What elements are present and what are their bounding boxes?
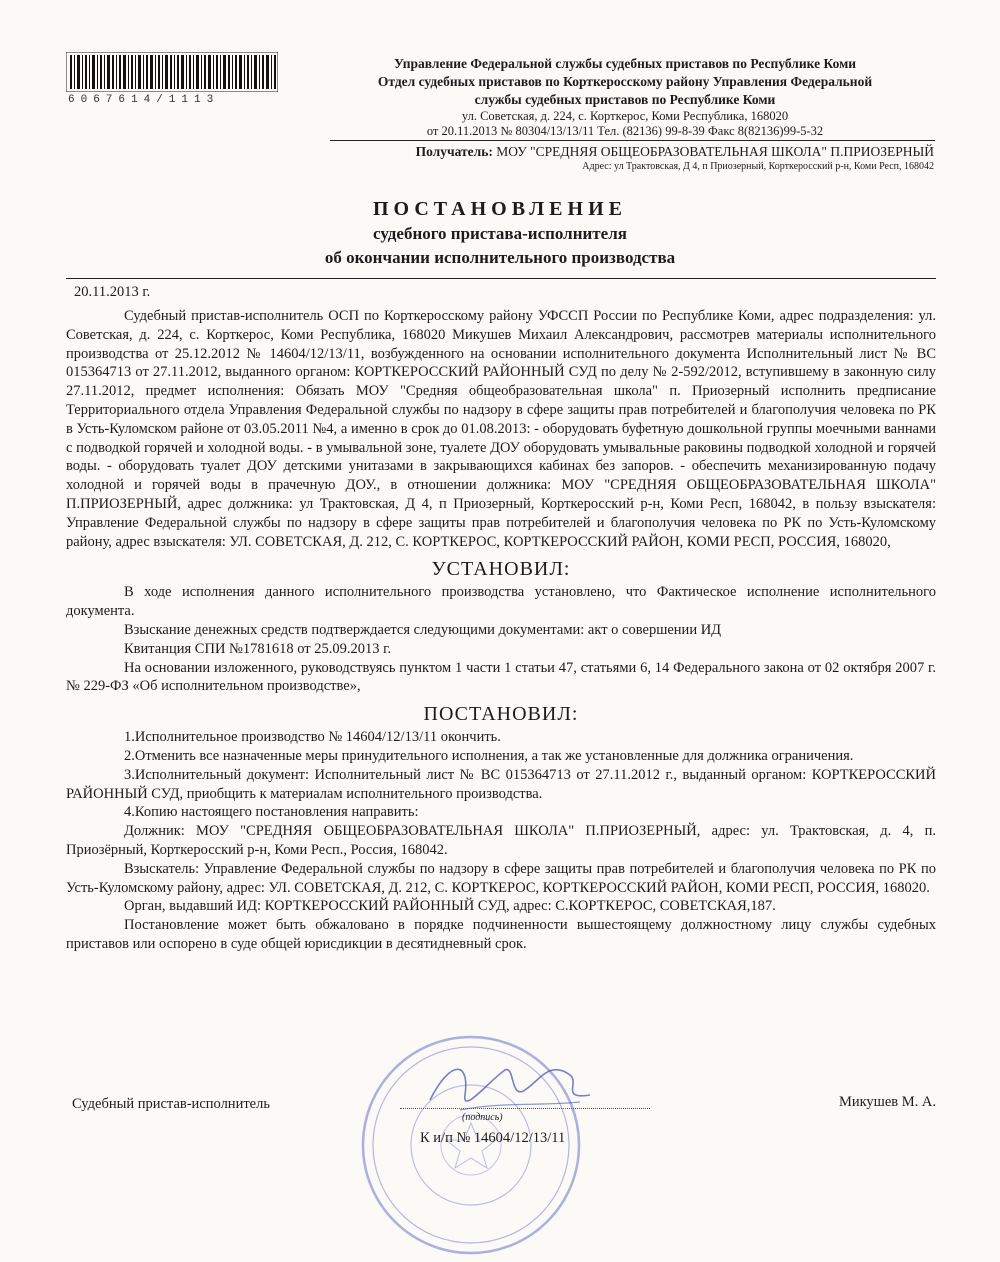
handwritten-signature bbox=[420, 1040, 600, 1130]
established-p4: На основании изложенного, руководствуясь пунктом 1 части 1 статьи 47, статьями 6, 14 Федерального закона от 02 октября 2007 г. № 229-ФЗ «Об исполнительном производстве», bbox=[66, 659, 936, 695]
resolved-item-1: 1.Исполнительное производство № 14604/12/13/11 окончить. bbox=[124, 729, 501, 746]
header-rule bbox=[330, 140, 935, 141]
resolved-issuer: Орган, выдавший ИД: КОРТКЕРОССКИЙ РАЙОННЫЙ СУД, адрес: С.КОРТКЕРОС, СОВЕТСКАЯ,187. bbox=[124, 898, 776, 915]
document-date: 20.11.2013 г. bbox=[74, 284, 151, 300]
resolved-debtor: Должник: МОУ "СРЕДНЯЯ ОБЩЕОБРАЗОВАТЕЛЬНАЯ ШКОЛА" П.ПРИОЗЕРНЫЙ, адрес: ул. Трактовская, д. 4, п. Приозёрный, Корткеросский р-н, Коми Респ., Россия, 168042. bbox=[66, 823, 936, 858]
established-heading: УСТАНОВИЛ: bbox=[431, 558, 571, 581]
intro-paragraph: Судебный пристав-исполнитель ОСП по Корткеросскому району УФССП России по Республике Коми, адрес подразделения: ул. Советская, д. 224, с. Корткерос, Коми Республика, 168020 Микушев Михаил Александрович, рассмотрев материалы исполнительного производства от 25.12.2012 № 14604/12/13/11, возбужденного на основании исполнительного документа Исполнительный лист № ВС 015364713 от 27.11.2012, выданного органом: КОРТКЕРОССКИЙ РАЙОННЫЙ СУД по делу № 2-592/2012, вступившему в законную силу 27.11.2012, предмет исполнения: Обязать МОУ "Средняя общеобразовательная школа" п. Приозерный исполнить предписание Территориального отдела Управления Федеральной службы по надзору в сфере защиты прав потребителей и благополучия человека по РК в Усть-Куломском районе от 03.05.2011 №4, а именно в срок до 01.08.2013: - оборудовать буфетную дошкольной группы моечными ваннами с подводкой горячей и холодной воды. - в умывальной зоне, туалете ДОУ оборудовать умывальные раковины подводкой холодной и горячей воды. - оборудовать туалет ДОУ детскими унитазами в закрывающихся кабинах без запоров. - обеспечить механизированную подачу холодной и горячей воды в прачечную ДОУ., в отношении должника: МОУ "СРЕДНЯЯ ОБЩЕОБРАЗОВАТЕЛЬНАЯ ШКОЛА" П.ПРИОЗЕРНЫЙ, адрес должника: ул Трактовская, Д 4, п Приозерный, Корткеросский р-н, Коми Респ, 168042, в пользу взыскателя: Управление Федеральной службы по надзору в сфере защиты прав потребителей и благополучия человека по РК по Усть-Куломскому району, адрес взыскателя: УЛ. СОВЕТСКАЯ, Д. 212, С. КОРТКЕРОС, КОРТКЕРОССКИЙ РАЙОН, КОМИ РЕСП, РОССИЯ, 168020, bbox=[66, 308, 936, 550]
established-p1: В ходе исполнения данного исполнительного производства установлено, что Фактическое исполнение исполнительного документа. bbox=[66, 584, 936, 620]
title-rule bbox=[66, 278, 936, 279]
resolved-item-4: 4.Копию настоящего постановления направить: bbox=[124, 804, 419, 821]
case-number: К и/п № 14604/12/13/11 bbox=[420, 1130, 566, 1146]
agency-line-2: Отдел судебных приставов по Корткеросскому району Управления Федеральной bbox=[377, 74, 873, 89]
agency-header bbox=[330, 55, 920, 139]
recipient-block bbox=[334, 143, 934, 173]
recipient-label: Получатель: bbox=[415, 144, 493, 159]
established-p2: Взыскание денежных средств подтверждается следующими документами: акт о совершении ИД bbox=[124, 621, 722, 638]
signature-caption: (подпись) bbox=[462, 1112, 503, 1123]
agency-address: ул. Советская, д. 224, с. Корткерос, Коми Республика, 168020 bbox=[461, 109, 789, 123]
resolved-appeal: Постановление может быть обжаловано в порядке подчиненности вышестоящему должностному лицу службы судебных приставов или оспорено в суде общей юрисдикции в десятидневный срок. bbox=[66, 917, 936, 952]
signatory-position: Судебный пристав-исполнитель bbox=[72, 1096, 270, 1112]
barcode bbox=[66, 52, 278, 92]
document-body bbox=[66, 307, 936, 954]
established-p3: Квитанция СПИ №1781618 от 25.09.2013 г. bbox=[124, 640, 392, 657]
signatory-name: Микушев М. А. bbox=[838, 1094, 936, 1110]
agency-line-3: службы судебных приставов по Республике Коми bbox=[474, 92, 776, 107]
signature-line bbox=[400, 1108, 650, 1109]
agency-line-1: Управление Федеральной службы судебных приставов по Республике Коми bbox=[393, 56, 857, 71]
resolved-heading: ПОСТАНОВИЛ: bbox=[423, 703, 579, 726]
resolved-item-2: 2.Отменить все назначенные меры принудительного исполнения, а так же установленные для должника ограничения. bbox=[124, 747, 854, 764]
recipient-name: МОУ "СРЕДНЯЯ ОБЩЕОБРАЗОВАТЕЛЬНАЯ ШКОЛА" П.ПРИОЗЕРНЫЙ bbox=[496, 144, 934, 159]
document-title bbox=[0, 196, 1000, 270]
title-line-2: судебного пристава-исполнителя bbox=[373, 224, 627, 243]
recipient-address: Адрес: ул Трактовская, Д 4, п Приозерный, Корткеросский р-н, Коми Респ, 168042 bbox=[582, 161, 934, 172]
resolved-claimant: Взыскатель: Управление Федеральной службы по надзору в сфере защиты прав потребителей и благополучия человека по РК по Усть-Куломскому району, адрес: УЛ. СОВЕТСКАЯ, Д. 212, С. КОРТКЕРОС, КОРТКЕРОССКИЙ РАЙОН, КОМИ РЕСП, РОССИЯ, 168020. bbox=[66, 860, 936, 896]
barcode-number: 6067614/1113 bbox=[68, 94, 220, 106]
agency-reference: от 20.11.2013 № 80304/13/13/11 Тел. (82136) 99-8-39 Факс 8(82136)99-5-32 bbox=[426, 124, 824, 138]
title-line-3: об окончании исполнительного производства bbox=[324, 248, 676, 267]
resolved-item-3: 3.Исполнительный документ: Исполнительный лист № ВС 015364713 от 27.11.2012 г., выданный органом: КОРТКЕРОССКИЙ РАЙОННЫЙ СУД, приобщить к материалам исполнительного производства. bbox=[66, 766, 936, 802]
title-line-1: ПОСТАНОВЛЕНИЕ bbox=[373, 198, 627, 220]
